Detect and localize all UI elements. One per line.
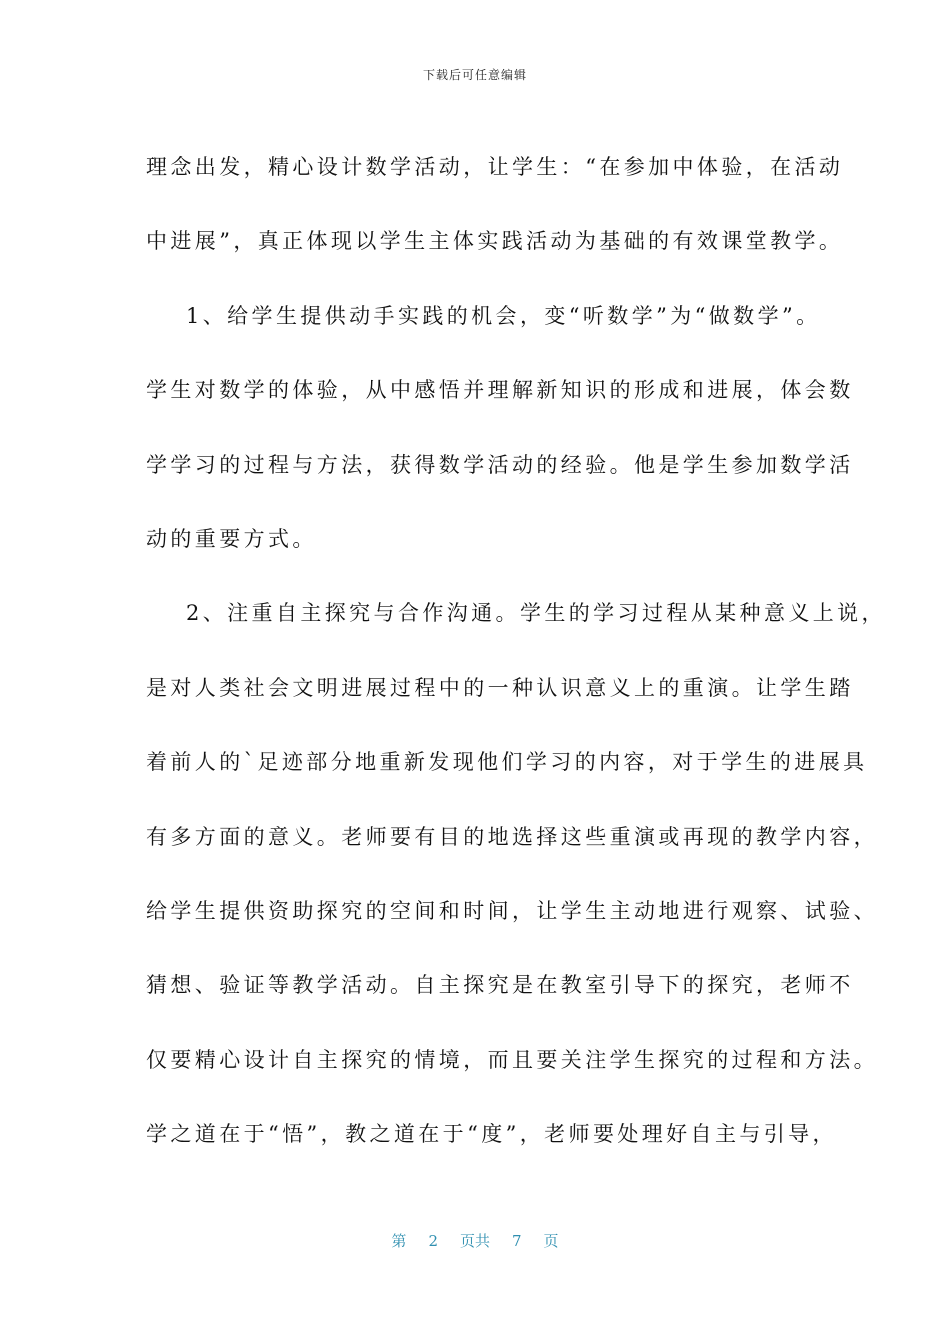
- paragraph-line: 学之道在于“悟”，教之道在于“度”，老师要处理好自主与引导，: [146, 1122, 837, 1147]
- paragraph-line: 是对人类社会文明进展过程中的一种认识意义上的重演。让学生踏: [146, 675, 854, 700]
- paragraph-line: 1、给学生提供动手实践的机会，变“听数学”为“做数学”。: [186, 303, 821, 328]
- paragraph-line: 着前人的`足迹部分地重新发现他们学习的内容，对于学生的进展具: [146, 750, 868, 775]
- footer-middle: 页共: [459, 1232, 490, 1250]
- paragraph-line: 中进展”，真正体现以学生主体实践活动为基础的有效课堂教学。: [146, 229, 844, 254]
- paragraph-line: 2、注重自主探究与合作沟通。学生的学习过程从某种意义上说，: [186, 601, 886, 626]
- document-body: [146, 130, 886, 1171]
- footer-prefix: 第: [391, 1232, 407, 1250]
- paragraph-line: 动的重要方式。: [146, 526, 317, 551]
- paragraph-line: 仅要精心设计自主探究的情境，而且要关注学生探究的过程和方法。: [146, 1047, 878, 1072]
- page-header-note: 下载后可任意编辑: [422, 68, 527, 82]
- page-footer: [0, 1230, 950, 1251]
- footer-current-page: 2: [428, 1232, 438, 1250]
- paragraph-line: 猜想、验证等教学活动。自主探究是在教室引导下的探究，老师不: [146, 973, 854, 998]
- paragraph-line: 学生对数学的体验，从中感悟并理解新知识的形成和进展，体会数: [146, 378, 854, 403]
- footer-suffix: 页: [543, 1232, 559, 1250]
- paragraph-line: 学学习的过程与方法，获得数学活动的经验。他是学生参加数学活: [146, 452, 854, 477]
- footer-total-pages: 7: [512, 1232, 522, 1250]
- paragraph-line: 理念出发，精心设计数学活动，让学生：“在参加中体验，在活动: [146, 155, 844, 179]
- paragraph-line: 给学生提供资助探究的空间和时间，让学生主动地进行观察、试验、: [146, 898, 878, 923]
- paragraph-line: 有多方面的意义。老师要有目的地选择这些重演或再现的教学内容，: [146, 824, 878, 849]
